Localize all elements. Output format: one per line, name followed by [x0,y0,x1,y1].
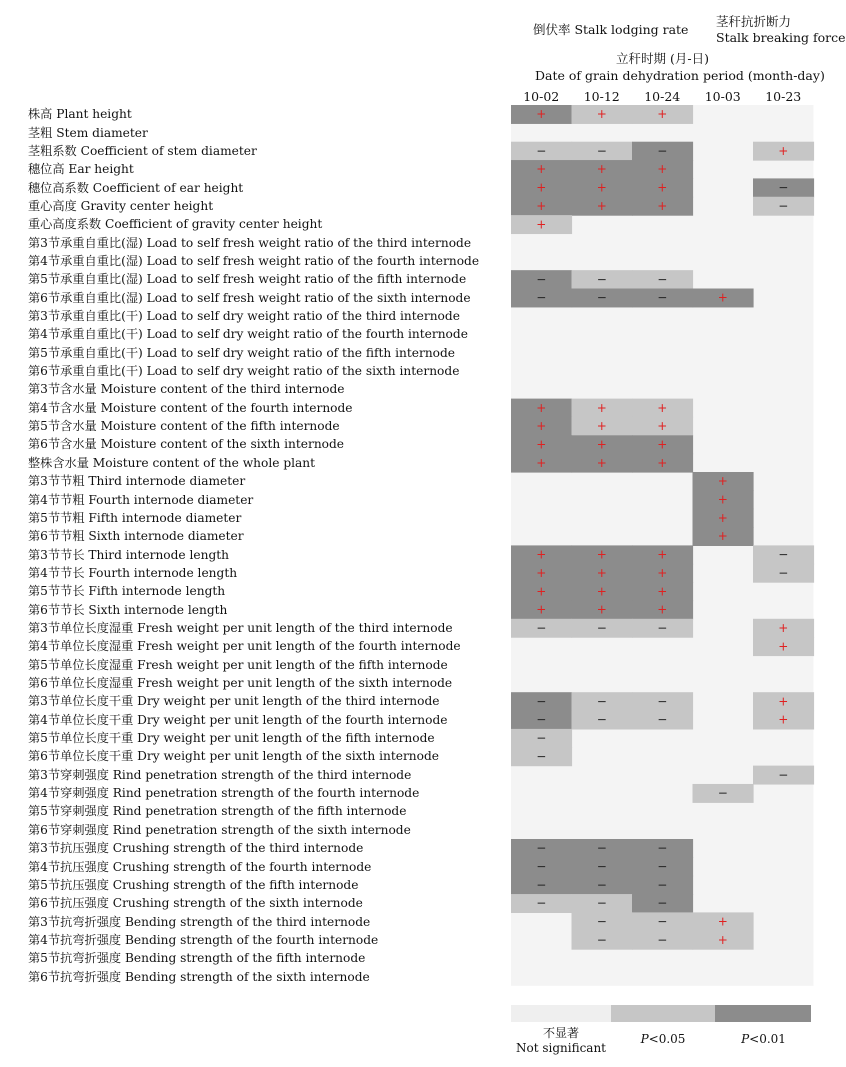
positive-sign: + [596,584,607,599]
negative-sign: − [536,694,547,709]
negative-sign: − [657,859,668,874]
negative-sign: − [596,620,607,635]
positive-sign: + [536,180,547,195]
positive-sign: + [536,565,547,580]
lodging-rate-title: 倒伏率 Stalk lodging rate [533,22,689,37]
positive-sign: + [657,198,668,213]
column-label-10-02: 10-02 [523,89,560,104]
row-label: 第5节节长 Fifth internode length [28,584,226,599]
row-label: 第6节抗弯折强度 Bending strength of the sixth internode [28,969,370,984]
positive-sign: + [536,437,547,452]
negative-sign: − [536,877,547,892]
negative-sign: − [778,547,789,562]
legend-p005-value: <0.05 [648,1032,686,1046]
negative-sign: − [596,272,607,287]
positive-sign: + [596,107,607,122]
row-label: 穗位高系数 Coefficient of ear height [28,180,244,195]
row-label: 第3节单位长度干重 Dry weight per unit length of the third internode [28,694,440,709]
row-label: 第5节承重自重比(干) Load to self dry weight ratio of the fifth internode [28,345,456,360]
row-label: 第4节单位长度干重 Dry weight per unit length of the fourth internode [28,712,448,727]
negative-sign: − [536,712,547,727]
positive-sign: + [596,437,607,452]
positive-sign: + [596,455,607,470]
row-label: 第5节单位长度干重 Dry weight per unit length of the fifth internode [28,731,435,746]
breaking-force-title-cn: 茎秆抗折断力 [716,14,792,29]
negative-sign: − [536,859,547,874]
negative-sign: − [657,896,668,911]
column-label-10-23: 10-23 [765,89,802,104]
row-label: 第5节抗弯折强度 Bending strength of the fifth internode [28,951,366,966]
row-label: 第4节含水量 Moisture content of the fourth internode [28,400,353,415]
row-label: 第4节穿刺强度 Rind penetration strength of the fourth internode [28,786,420,801]
period-title-cn: 立秆时期 (月-日) [616,51,709,66]
negative-sign: − [657,143,668,158]
negative-sign: − [657,914,668,929]
positive-sign: + [778,639,789,654]
row-label: 第5节节粗 Fifth internode diameter [28,510,242,525]
row-label: 第3节穿刺强度 Rind penetration strength of the third internode [28,767,412,782]
negative-sign: − [657,841,668,856]
positive-sign: + [778,712,789,727]
negative-sign: − [657,620,668,635]
positive-sign: + [657,162,668,177]
negative-sign: − [596,143,607,158]
legend-swatch-level-1 [611,1005,715,1022]
positive-sign: + [717,492,728,507]
row-label: 第6节抗压强度 Crushing strength of the sixth internode [28,896,363,911]
row-label: 整株含水量 Moisture content of the whole plant [28,455,316,470]
row-label: 重心高度系数 Coefficient of gravity center height [28,217,323,232]
positive-sign: + [536,547,547,562]
positive-sign: + [596,419,607,434]
row-label: 第3节抗弯折强度 Bending strength of the third internode [28,914,371,929]
legend-swatch-level-2 [715,1005,811,1022]
negative-sign: − [778,565,789,580]
row-label: 第3节节长 Third internode length [28,547,230,562]
negative-sign: − [596,914,607,929]
row-label: 第6节承重自重比(湿) Load to self fresh weight ratio of the sixth internode [28,290,471,305]
negative-sign: − [536,143,547,158]
row-label: 第3节含水量 Moisture content of the third internode [28,382,345,397]
breaking-force-title-en: Stalk breaking force [716,30,846,45]
positive-sign: + [536,584,547,599]
positive-sign: + [536,455,547,470]
negative-sign: − [596,932,607,947]
period-title-en: Date of grain dehydration period (month-day) [535,68,825,83]
positive-sign: + [657,602,668,617]
negative-sign: − [596,694,607,709]
positive-sign: + [596,400,607,415]
positive-sign: + [596,198,607,213]
negative-sign: − [536,620,547,635]
positive-sign: + [536,602,547,617]
column-label-10-03: 10-03 [704,89,741,104]
positive-sign: + [657,107,668,122]
row-label: 第6节单位长度干重 Dry weight per unit length of the sixth internode [28,749,440,764]
column-label-10-24: 10-24 [644,89,681,104]
row-label: 第3节抗压强度 Crushing strength of the third internode [28,841,364,856]
positive-sign: + [657,400,668,415]
row-label: 第4节抗压强度 Crushing strength of the fourth internode [28,859,372,874]
negative-sign: − [596,877,607,892]
negative-sign: − [596,290,607,305]
legend-swatch-level-0 [511,1005,611,1022]
positive-sign: + [717,529,728,544]
row-label: 第6节含水量 Moisture content of the sixth internode [28,437,345,452]
legend-not-significant-cn: 不显著 [542,1026,579,1040]
row-label: 第4节节粗 Fourth internode diameter [28,492,254,507]
positive-sign: + [657,455,668,470]
positive-sign: + [717,510,728,525]
positive-sign: + [717,474,728,489]
negative-sign: − [717,786,728,801]
column-label-10-12: 10-12 [583,89,620,104]
negative-sign: − [657,877,668,892]
row-label: 茎粗系数 Coefficient of stem diameter [28,143,257,158]
row-label: 第3节单位长度湿重 Fresh weight per unit length of the third internode [28,620,453,635]
negative-sign: − [596,841,607,856]
row-label: 第3节节粗 Third internode diameter [28,474,246,489]
row-label: 第6节节粗 Sixth internode diameter [28,529,244,544]
row-label: 第6节节长 Sixth internode length [28,602,228,617]
positive-sign: + [778,694,789,709]
positive-sign: + [536,400,547,415]
positive-sign: + [596,565,607,580]
negative-sign: − [657,272,668,287]
negative-sign: − [778,180,789,195]
negative-sign: − [596,859,607,874]
negative-sign: − [657,290,668,305]
positive-sign: + [657,437,668,452]
positive-sign: + [657,584,668,599]
row-label: 茎粗 Stem diameter [28,125,148,140]
positive-sign: + [536,198,547,213]
positive-sign: + [717,290,728,305]
legend-p001-label [716,1032,811,1047]
row-label: 第3节承重自重比(干) Load to self dry weight ratio of the third internode [28,309,460,324]
positive-sign: + [596,162,607,177]
positive-sign: + [657,180,668,195]
legend-not-significant-en: Not significant [515,1041,607,1055]
row-label: 第5节单位长度湿重 Fresh weight per unit length of the fifth internode [28,657,448,672]
positive-sign: + [717,932,728,947]
legend-p005-letter: P [640,1032,649,1046]
negative-sign: − [536,272,547,287]
row-label: 重心高度 Gravity center height [28,198,214,213]
row-label: 第6节承重自重比(干) Load to self dry weight ratio of the sixth internode [28,364,460,379]
negative-sign: − [536,841,547,856]
positive-sign: + [657,565,668,580]
row-label: 第6节单位长度湿重 Fresh weight per unit length of the sixth internode [28,676,453,691]
row-label: 第3节承重自重比(湿) Load to self fresh weight ratio of the third internode [28,235,472,250]
negative-sign: − [657,932,668,947]
row-label: 第5节穿刺强度 Rind penetration strength of the fifth internode [28,804,407,819]
negative-sign: − [536,896,547,911]
negative-sign: − [596,712,607,727]
positive-sign: + [596,547,607,562]
negative-sign: − [536,731,547,746]
positive-sign: + [536,217,547,232]
positive-sign: + [657,419,668,434]
row-label: 株高 Plant height [28,107,132,122]
row-label: 第5节含水量 Moisture content of the fifth internode [28,419,340,434]
row-label: 第6节穿刺强度 Rind penetration strength of the sixth internode [28,822,411,837]
negative-sign: − [778,767,789,782]
row-label: 第4节抗弯折强度 Bending strength of the fourth internode [28,932,379,947]
legend-p001-letter: P [741,1032,750,1046]
positive-sign: + [717,914,728,929]
positive-sign: + [596,180,607,195]
negative-sign: − [657,694,668,709]
positive-sign: + [657,547,668,562]
legend-p001-value: <0.01 [749,1032,786,1046]
row-label: 第5节承重自重比(湿) Load to self fresh weight ratio of the fifth internode [28,272,467,287]
negative-sign: − [536,749,547,764]
negative-sign: − [657,712,668,727]
positive-sign: + [778,620,789,635]
negative-sign: − [596,896,607,911]
positive-sign: + [536,419,547,434]
row-label: 穗位高 Ear height [28,162,134,177]
row-label: 第4节承重自重比(湿) Load to self fresh weight ratio of the fourth internode [28,253,480,268]
positive-sign: + [778,143,789,158]
row-label: 第5节抗压强度 Crushing strength of the fifth internode [28,877,359,892]
positive-sign: + [536,162,547,177]
row-label: 第4节承重自重比(干) Load to self dry weight ratio of the fourth internode [28,327,468,342]
legend-p005-label [612,1032,714,1047]
positive-sign: + [596,602,607,617]
positive-sign: + [536,107,547,122]
negative-sign: − [536,290,547,305]
row-label: 第4节单位长度湿重 Fresh weight per unit length of the fourth internode [28,639,461,654]
row-label: 第4节节长 Fourth internode length [28,565,238,580]
negative-sign: − [778,198,789,213]
